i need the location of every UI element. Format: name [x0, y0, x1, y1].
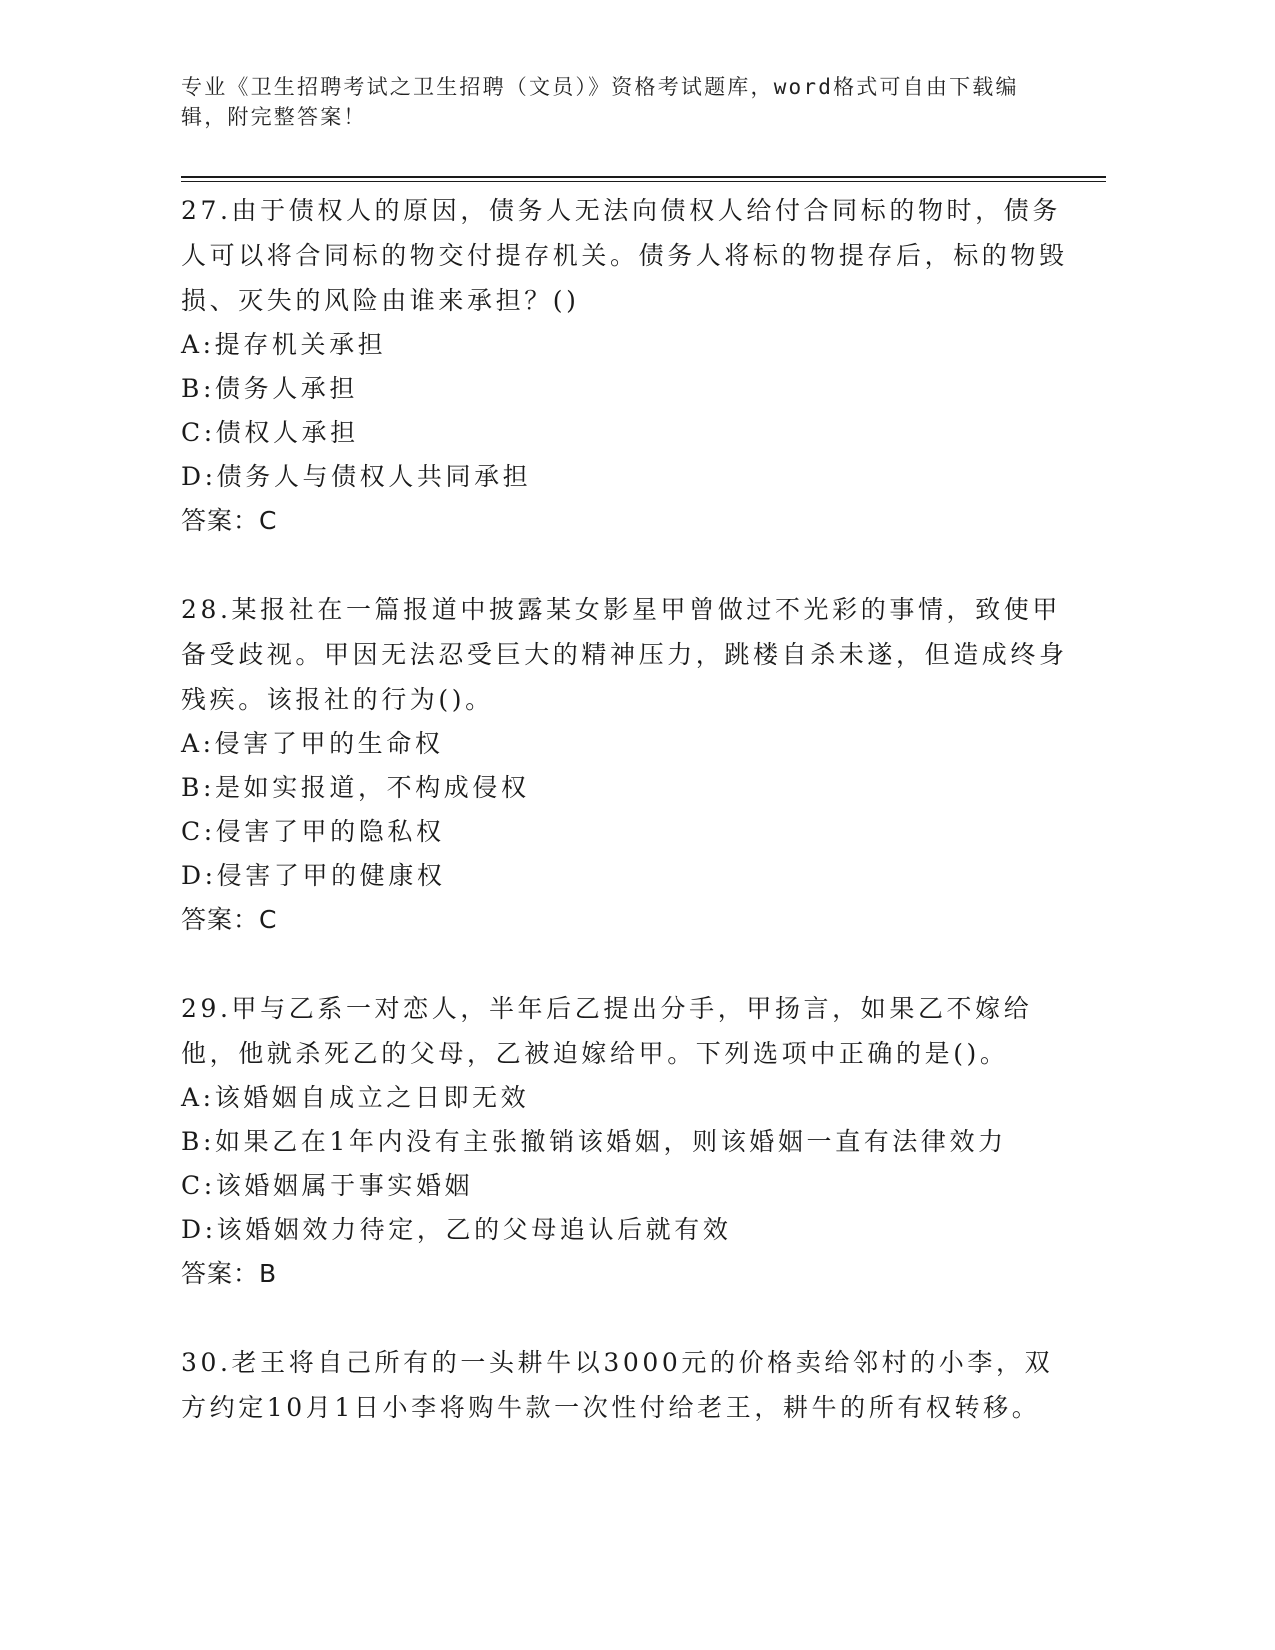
option-a: A:侵害了甲的生命权 — [181, 729, 444, 758]
question-28 — [181, 587, 1081, 942]
question-stem: 27.由于债权人的原因，债务人无法向债权人给付合同标的物时，债务人可以将合同标的物交付提存机关。债务人将标的物提存后，标的物毁损、灭失的风险由谁来承担？() — [181, 196, 1068, 315]
header-divider-thick — [181, 176, 1106, 178]
answer: 答案：B — [181, 1259, 278, 1288]
question-stem: 30.老王将自己所有的一头耕牛以3000元的价格卖给邻村的小李，双方约定10月1日小李将购牛款一次性付给老王，耕牛的所有权转移。 — [181, 1348, 1054, 1422]
option-b: B:是如实报道，不构成侵权 — [181, 773, 530, 802]
question-29 — [181, 986, 1081, 1296]
document-intro: 专业《卫生招聘考试之卫生招聘（文员）》资格考试题库，word格式可自由下载编辑，附完整答案！ — [181, 75, 1019, 129]
option-c: C:债权人承担 — [181, 418, 359, 447]
question-27 — [181, 188, 1081, 543]
option-c: C:侵害了甲的隐私权 — [181, 817, 445, 846]
option-d: D:该婚姻效力待定，乙的父母追认后就有效 — [181, 1215, 732, 1244]
answer: 答案：C — [181, 905, 278, 934]
answer: 答案：C — [181, 506, 278, 535]
option-c: C:该婚姻属于事实婚姻 — [181, 1171, 474, 1200]
option-d: D:侵害了甲的健康权 — [181, 861, 446, 890]
option-d: D:债务人与债权人共同承担 — [181, 462, 532, 491]
question-stem: 28.某报社在一篇报道中披露某女影星甲曾做过不光彩的事情，致使甲备受歧视。甲因无法忍受巨大的精神压力，跳楼自杀未遂，但造成终身残疾。该报社的行为()。 — [181, 595, 1068, 714]
question-list — [181, 188, 1081, 1474]
question-stem: 29.甲与乙系一对恋人，半年后乙提出分手，甲扬言，如果乙不嫁给他，他就杀死乙的父母，乙被迫嫁给甲。下列选项中正确的是()。 — [181, 994, 1033, 1068]
option-a: A:提存机关承担 — [181, 330, 387, 359]
option-a: A:该婚姻自成立之日即无效 — [181, 1083, 530, 1112]
option-b: B:如果乙在1年内没有主张撤销该婚姻，则该婚姻一直有法律效力 — [181, 1127, 1007, 1156]
option-b: B:债务人承担 — [181, 374, 358, 403]
header-divider-thin — [181, 181, 1106, 182]
question-30 — [181, 1340, 1081, 1430]
